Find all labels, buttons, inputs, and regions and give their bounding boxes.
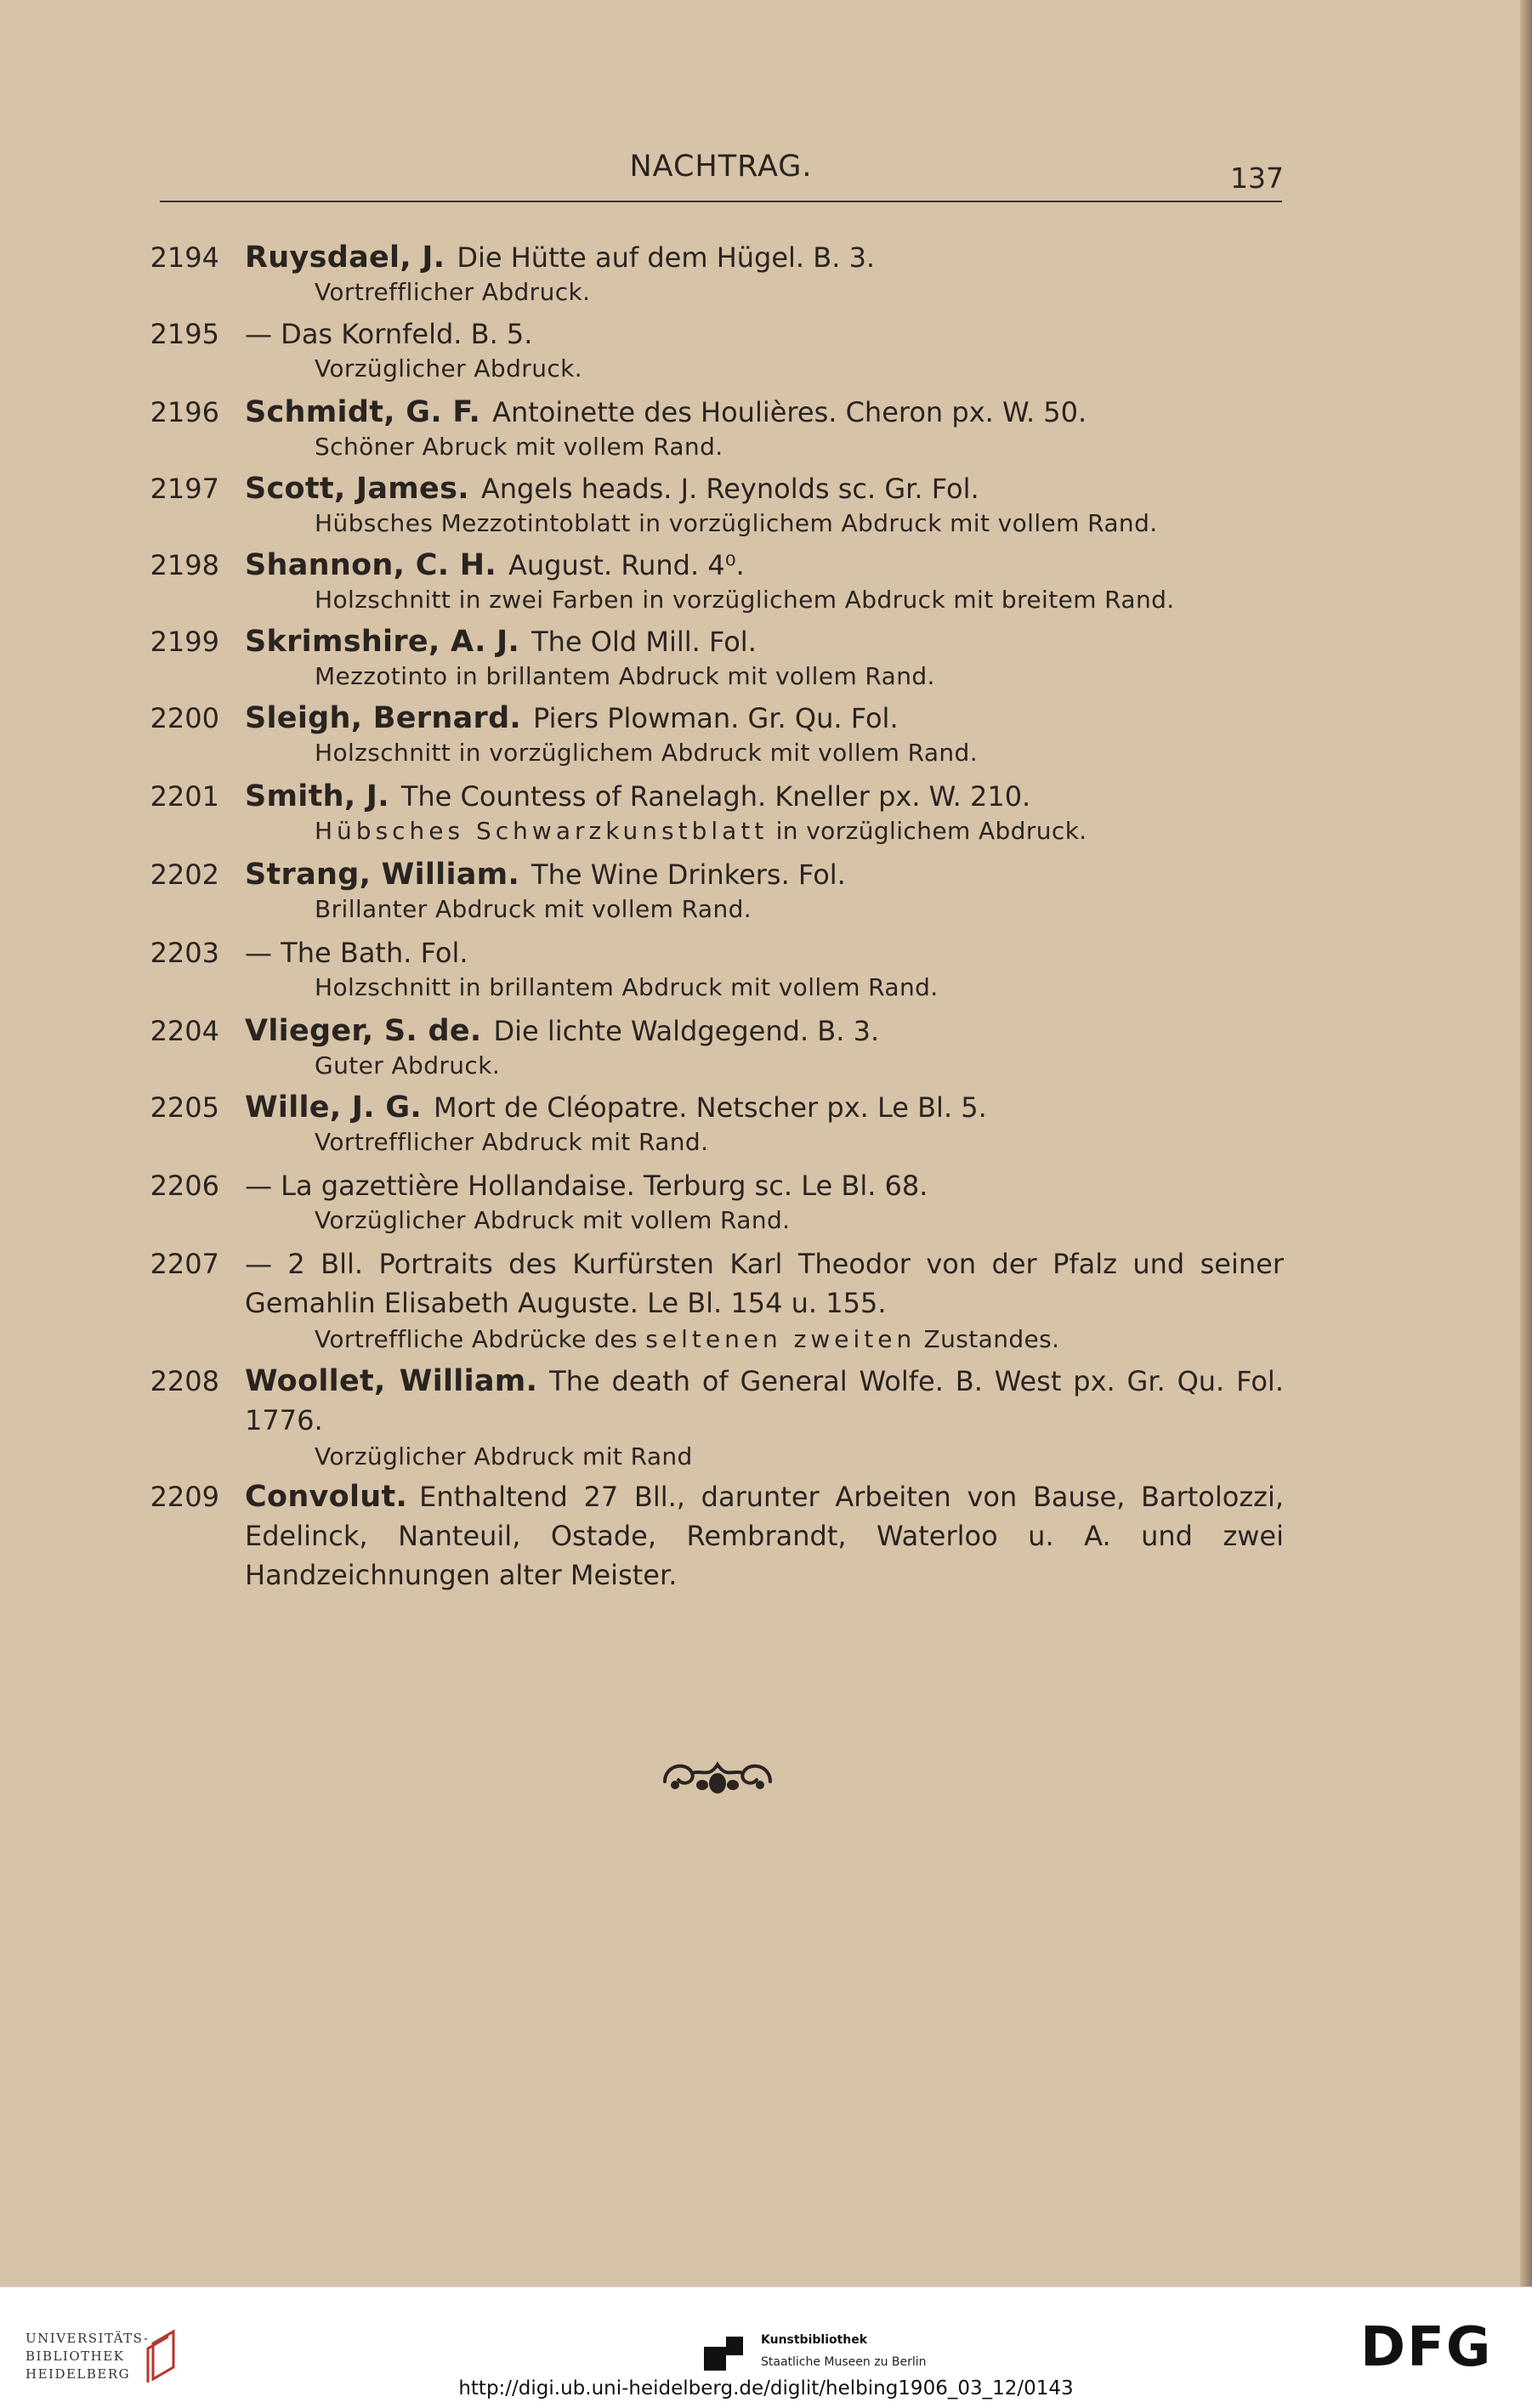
artist-name: Smith, J. [245,779,389,813]
lot-number: 2205 [150,1091,219,1124]
work-title: Angels heads. J. Reynolds sc. Gr. Fol. [480,473,979,505]
kunstbibliothek-subtitle: Staatliche Museen zu Berlin [761,2355,927,2369]
entry-heading [245,1477,1284,1595]
entry-heading [245,699,1284,738]
work-title: Piers Plowman. Gr. Qu. Fol. [533,702,899,734]
artist-name: Convolut. [245,1480,408,1514]
entry-description: Vorzüglicher Abdruck mit vollem Rand. [315,1206,791,1234]
lot-number: 2208 [150,1365,219,1397]
lot-number: 2198 [150,549,219,581]
artist-name: Ruysdael, J. [245,241,445,275]
artist-name: Sleigh, Bernard. [245,701,522,735]
ub-heidelberg-logo-text [26,2330,150,2383]
entry-description: Holzschnitt in brillantem Abdruck mit vollem Rand. [315,973,939,1001]
work-title: Antoinette des Houlières. Cheron px. W. 50. [492,396,1087,428]
dfg-logo: DFG [1360,2316,1493,2379]
entry-description: Mezzotinto in brillantem Abdruck mit vollem Rand. [315,662,935,690]
work-title: The death of General Wolfe. B. West px. Gr. Qu. Fol. 1776. [245,1365,1284,1436]
entry-description: Hübsches Mezzotintoblatt in vorzüglichem Abdruck mit vollem Rand. [315,509,1158,537]
spaced-emphasis: Hübsches Schwarzkunstblatt [315,817,769,845]
entry-heading [245,469,1284,508]
artist-name: Wille, J. G. [245,1091,422,1125]
lot-number: 2209 [150,1481,219,1513]
work-title: — 2 Bll. Portraits des Kurfürsten Karl Theodor von der Pfalz und seiner Gemahlin Elisabeth Auguste. Le Bl. 154 u. 155. [245,1248,1284,1319]
entry-heading [245,1362,1284,1440]
artist-name: Skrimshire, A. J. [245,625,520,659]
page-number: 137 [1230,161,1284,195]
entry-description: Holzschnitt in vorzüglichem Abdruck mit vollem Rand. [315,739,979,767]
artist-name: Strang, William. [245,858,520,892]
lot-number: 2197 [150,473,219,505]
running-head: NACHTRAG. [629,150,813,184]
entry-description: Vortrefflicher Abdruck mit Rand. [315,1128,709,1156]
work-title: Die Hütte auf dem Hügel. B. 3. [457,241,876,274]
lot-number: 2199 [150,626,219,658]
spaced-emphasis: seltenen zweiten [645,1325,916,1353]
artist-name: Shannon, C. H. [245,548,496,582]
lot-number: 2194 [150,241,219,274]
entry-heading [245,238,1284,277]
kunstbibliothek-name: Kunstbibliothek [761,2333,868,2347]
work-title: The Countess of Ranelagh. Kneller px. W. 210. [400,780,1031,813]
entry-heading [245,1088,1284,1127]
work-title: The Old Mill. Fol. [531,626,757,658]
header-rule [160,201,1282,202]
entry-heading [245,933,1284,972]
entry-heading [245,777,1284,816]
entry-heading [245,1166,1284,1205]
entry-description: Guter Abdruck. [315,1051,501,1079]
lot-number: 2201 [150,780,219,813]
entry-heading [245,1011,1284,1051]
ub-line: HEIDELBERG [26,2366,131,2382]
entry-heading [245,855,1284,894]
page-edge-shadow [1520,0,1532,2286]
entry-heading [245,622,1284,661]
lot-number: 2207 [150,1248,219,1280]
lot-number: 2196 [150,396,219,428]
viewer-footer [0,2286,1532,2408]
lot-number: 2202 [150,858,219,891]
ub-line: BIBLIOTHEK [26,2349,125,2364]
work-title: — The Bath. Fol. [245,937,468,969]
description-rest: in vorzüglichem Abdruck. [768,817,1087,845]
artist-name: Vlieger, S. de. [245,1014,482,1048]
entry-description: Vortrefflicher Abdruck. [315,278,591,306]
entry-heading [245,1244,1284,1323]
entry-description: Vorzüglicher Abdruck mit Rand [315,1442,693,1470]
entry-description [315,1323,1284,1357]
kunstbibliothek-logo-icon [701,2330,748,2374]
work-title: Enthaltend 27 Bll., darunter Arbeiten von Bause, Bartolozzi, Edelinck, Nanteuil, Ostade, Rembrandt, Waterloo u. A. und zwei Handzeichnungen alter Meister. [245,1481,1284,1591]
lot-number: 2195 [150,318,219,350]
entry-heading [245,314,1284,354]
work-title: — Das Kornfeld. B. 5. [245,318,533,350]
entry-description: Vorzüglicher Abdruck. [315,354,583,382]
lot-number: 2200 [150,702,219,734]
entry-description: Schöner Abruck mit vollem Rand. [315,433,723,461]
lot-number: 2203 [150,937,219,969]
artist-name: Schmidt, G. F. [245,395,481,429]
lot-number: 2204 [150,1015,219,1047]
work-title: Die lichte Waldgegend. B. 3. [493,1015,880,1047]
entry-description: Brillanter Abdruck mit vollem Rand. [315,895,752,923]
ub-line: UNIVERSITÄTS- [26,2331,150,2346]
entry-description: Holzschnitt in zwei Farben in vorzüglichem Abdruck mit breitem Rand. [315,586,1175,614]
permalink-url[interactable]: http://digi.ub.uni-heidelberg.de/diglit/helbing1906_03_12/0143 [458,2377,1074,2400]
work-title: August. Rund. 4⁰. [508,549,745,581]
work-title: The Wine Drinkers. Fol. [531,858,846,891]
fleuron-icon [658,1749,777,1800]
entry-description [315,814,1284,848]
work-title: — La gazettière Hollandaise. Terburg sc. Le Bl. 68. [245,1170,928,1202]
lot-number: 2206 [150,1170,219,1202]
artist-name: Scott, James. [245,472,469,506]
artist-name: Woollet, William. [245,1364,538,1398]
work-title: Mort de Cléopatre. Netscher px. Le Bl. 5. [433,1091,987,1124]
description-rest: Zustandes. [916,1325,1060,1353]
entry-heading [245,546,1284,585]
description-text: Vortreffliche Abdrücke des [315,1325,646,1353]
entry-heading [245,393,1284,432]
